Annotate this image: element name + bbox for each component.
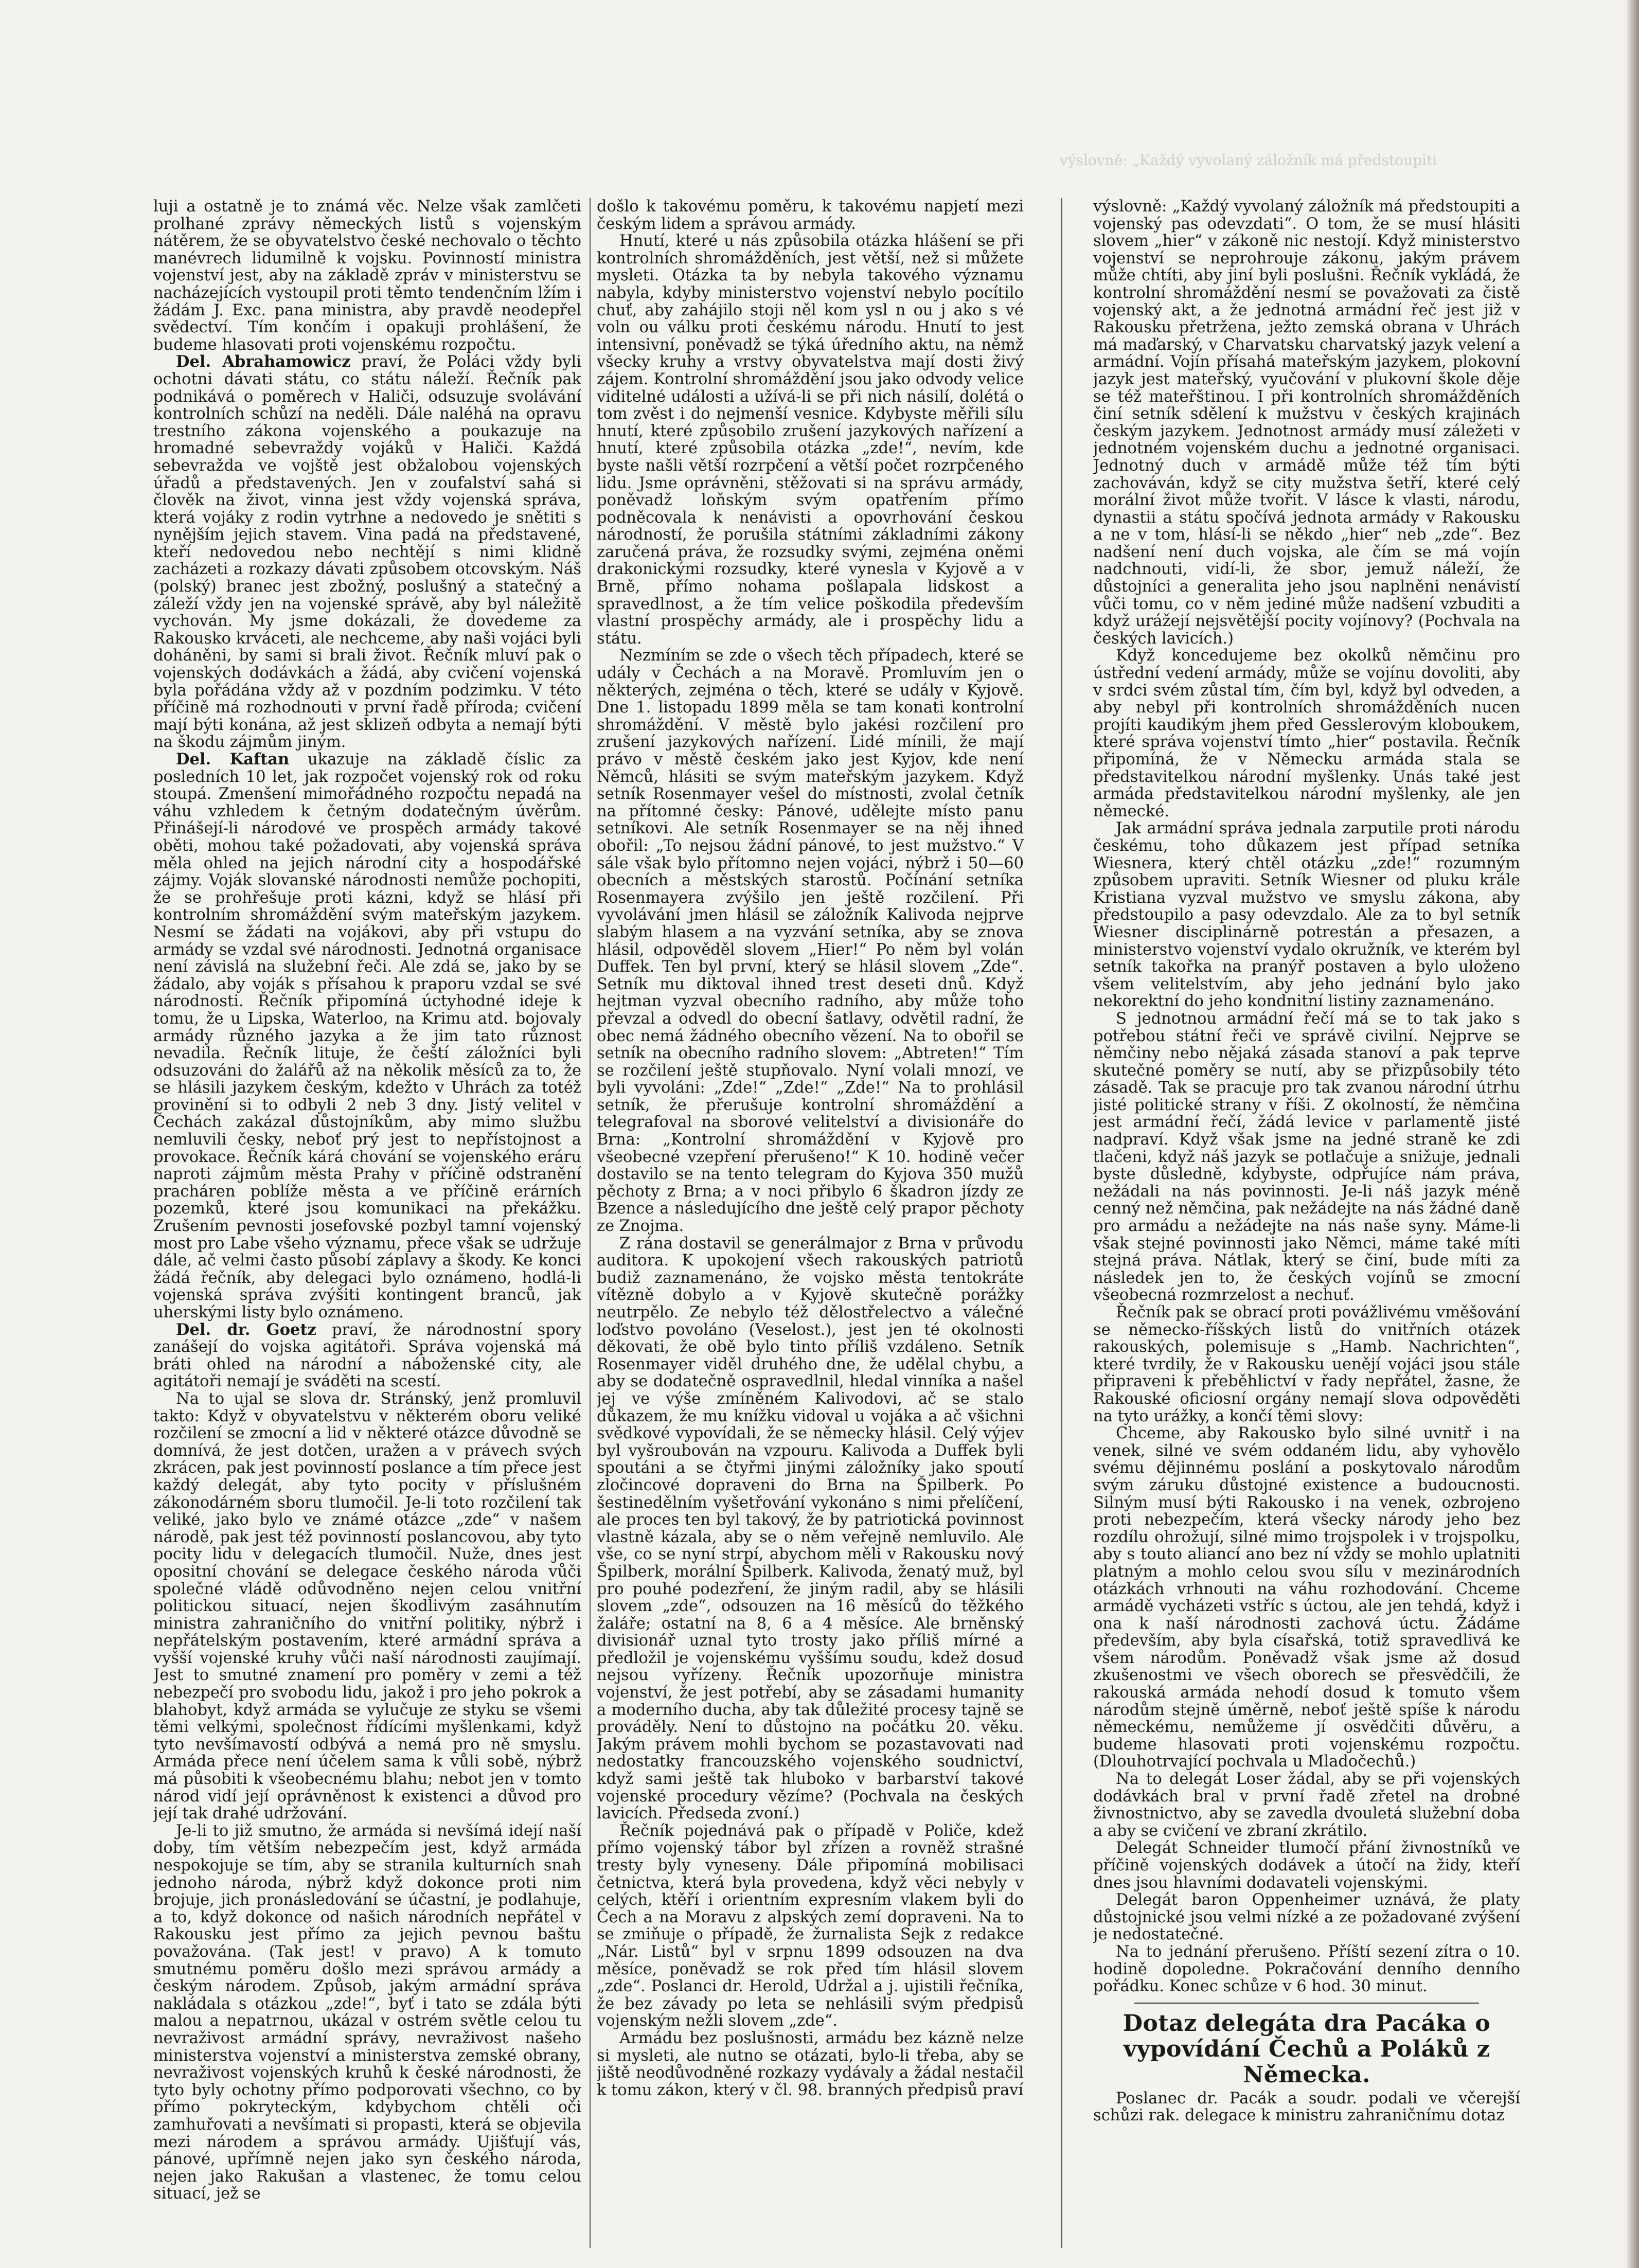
paragraph: Je-li to již smutno, že armáda si nevšímá idejí naší doby, tím větším nebezpečím jest, když armáda nespokojuje se tím, aby se stranila kulturních snah jednoho národa, nýbrž když dokonce proti nim brojuje, jich pronásledování se účastní, je podlahuje, a to, když dokonce od našich národních nepřátel v Rakousku jest přímo za jejich pevnou baštu považována. (Tak jest! v pravo) A k tomuto smutnému poměru došlo mezi správou armády a českým národem. Způsob, jakým armádní správa nakládala s otázkou „zde!“, byť i tato se zdála býti malou a nepatrnou, ukázal v ostrém světle celou tu nevraživost armádní správy, nevraživost našeho ministerstva vojenství a ministerstva zemské obrany, nevraživost vojenských kruhů k české národnosti, že tyto byly ochotny přímo podporovati všechno, co by přímo pokryteckým, kdybychom chtěli oči zamhuřovati a nevšímati si propasti, která se objevila mezi národem a správou armády. Ujišťují vás, pánové, upřímně nejen jako syn českého národa, nejen jako Rakušan a vlastenec, že tomu celou situací, jež se [153,1821,581,2203]
paragraph: Delegát Schneider tlumočí přání živnostníků ve příčině vojenských dodávek a útočí na židy, kteří dnes jsou hlavními dodavateli vojenskými. [1093,1839,1520,1892]
paragraph: Hnutí, které u nás způsobila otázka hlášení se při kontrolních shromážděních, jest větší, než si můžete mysleti. Otázka ta by nebyla takového významu nabyla, kdyby ministerstvo vojenství nebylo pocítilo chuť, aby zahájilo stoji něl kom ysl n ou j ako s vé voln ou válku proti českému národu. Hnutí to jest intensivní, poněvadž se týká úředního aktu, na němž všecky kruhy a vrstvy obyvatelstva mají dosti živý zájem. Kontrolní shromáždění jsou jako odvody velice viditelné události a užívá-li se při nich násilí, dolétá o tom zvěst i do nejmenší vesnice. Kdybyste měřili sílu hnutí, které způsobilo zrušení jazykových nařízení a hnutí, které způsobila otázka „zde!“, nevím, kde byste našli větší rozrpčení a větší počet rozrpčeného lidu. Jsme oprávněni, stěžovati si na správu armády, poněvadž loňským svým opatřením přímo podněcovala k nenávisti a opovrhování českou národností, že porušila státními základními zákony zaručená práva, že rozsudky svými, zejména oněmi drakonickými rozsudky, které vynesla v Kyjově a v Brně, přímo nohama pošlapala lidskost a spravedlnost, a že tím velice poškodila především vlastní prospěchy armády, ale i prospěchy lidu a státu. [597,232,1024,648]
paragraph: Když koncedujeme bez okolků němčinu pro ústřední vedení armády, může se vojínu dovoliti, aby v srdci svém zůstal tím, čím byl, když byl odveden, a aby nebyl při kontrolních shromážděních nucen projíti kaudikým jhem před Gesslerovým kloboukem, které správa vojenství tímto „hier“ postavila. Řečník připomíná, že v Německu armáda stala se představitelkou národní myšlenky. Unás také jest armáda představitelkou národní myšlenky, ale jen německé. [1093,647,1520,820]
paragraph: Na to delegát Loser žádal, aby se při vojenských dodávkách bral v první řadě zřetel na drobné živnostnictvo, aby se zavedla dvouletá služební doba a aby se cvičení ve zbraní zkrátilo. [1093,1770,1520,1840]
paragraph: Jak armádní správa jednala zarputile proti národu českému, toho důkazem jest případ setníka Wiesnera, který chtěl otázku „zde!“ rozumným způsobem upraviti. Setník Wiesner od pluku krále Kristiana vyzval mužstvo ve smyslu zákona, aby předstoupilo a pasy odevzdalo. Ale za to byl setník Wiesner disciplinárně potrestán a přesazen, a ministerstvo vojenství vydalo okružník, ve kterém byl setník takořka na pranýř postaven a bylo uloženo všem velitelstvím, aby jeho jednání bylo jako nekorektní do jeho kondnitní listiny zaznamenáno. [1093,819,1520,1011]
paragraph: Chceme, aby Rakousko bylo silné uvnitř i na venek, silné ve svém oddaném lidu, aby vyhovělo svému dějinnému poslání a poskytovalo národům svým záruku důstojné existence a budoucnosti. Silným musí býti Rakousko i na venek, ozbrojeno proti nebezpečím, která všecky národy jeho bez rozdílu ohrožují, silné mimo trojspolek i v trojspolku, aby s touto aliancí ano bez ní vždy se mohlo uplatniti platným a mohlo celou svou sílu v mezinárodních otázkách vrhnouti na váhu rozhodování. Chceme armádě vycházeti vstříc s úctou, ale jen tehdá, když i ona k naší národnosti zachová úctu. Žádáme především, aby byla císařská, totiž spravedlivá ke všem národům. Poněvadž však jsme až dosud zkušenostmi ve všech oborech se přesvědčili, že rakouská armáda nehodí dosud k tomuto všem národům stejně úměrně, neboť ještě spíše k národu německému, nemůžeme jí osvědčiti důvěru, a budeme hlasovati proti vojenskému rozpočtu. (Dlouhotrvající pochvala u Mladočechů.) [1093,1424,1520,1771]
notice-headline: Dotaz delegáta dra Pacáka o vypovídání Čechů a Poláků z Německa. [1123,2010,1491,2088]
paragraph: S jednotnou armádní řečí má se to tak jako s potřebou státní řeči ve správě civilní. Nejprve se němčiny nebo nějaká zásada stanoví a pak teprve skutečné poměry se nutí, aby se přizpůsobily této zásadě. Tak se pracuje pro tak zvanou národní útrhu jisté politické strany v říši. Z okolností, že němčina jest armádní řečí, žádá levice v parlamentě jisté nadpraví. Když však jsme na jedné straně ke zdi tlačeni, když náš jazyk se potlačuje a snižuje, jednali byste důsledně, kdybyste, odpřujíce nám práva, nežádali na nás povinnosti. Je-li náš jazyk méně cenný než němčina, pak nežádejte na nás žádné daně pro armádu a nežádejte na nás naše syny. Máme-li však stejné povinnosti jako Němci, máme také míti stejná práva. Nátlak, který se činí, bude míti za následek jen to, že českých vojínů se zmocní všeobecná rozmrzelost a nechuť. [1093,1009,1520,1305]
paragraph: Del. dr. Goetz praví, že národnostní spory zanášejí do vojska agitátoři. Správa vojenská má bráti ohled na národní a náboženské city, ale agitátoři nemají je sváděti na scestí. [153,1320,581,1391]
paragraph: Delegát baron Oppenheimer uznává, že platy důstojnické jsou velmi nízké a ze požadované zvýšení je nedostatečné. [1093,1891,1520,1944]
column-rule [590,198,591,2248]
paragraph: Na to jednání přerušeno. Příští sezení zítra o 10. hodině dopoledne. Pokračování denního denního pořádku. Konec schůze v 6 hod. 30 minut. [1093,1942,1520,1996]
binding-edge [1626,0,1639,2268]
paragraph: Řečník pak se obrací proti povážlivému vměšování se německo-říšských listů do vnitřních otázek rakouských, polemisuje s „Hamb. Nachrichten“, které tvrdily, že v Rakousku uenějí vojáci jsou stále připraveni k přeběhlictví v řady nepřátel, žasne, že Rakouské oficiosní orgány nemají slova odpověděti na tyto urážky, a končí těmi slovy: [1093,1303,1520,1425]
show-through-text [0,0,1626,170]
text-column-3 [1093,198,1520,2245]
text-column-1 [153,198,581,2245]
paragraph: výslovně: „Každý vyvolaný záložník má předstoupiti a vojenský pas odevzdati“. O tom, že se musí hlásiti slovem „hier“ v zákoně nic nestojí. Když ministerstvo vojenství se neprohrouje zákonu, jakým právem může chtíti, aby jiní byli poslušni. Řečník vykládá, že kontrolní shromáždění nesmí se považovati za čistě vojenský akt, a že jednotná armádní řeč jest již v Rakousku přetržena, ježto zemská obrana v Uhrách má maďarský, v Charvatsku charvatský jazyk velení a armádní. Vojín přísahá mateřským jazykem, plokovní jazyk jest mateřský, vyučování v plukovní škole děje se též mateřštinou. I při kontrolních shromážděních činí setník sdělení k mužstvu v českých krajinách českým jazykem. Jednotnost armády musí záležeti v jednotném vojenském duchu a jednotné organisaci. Jednotný duch v armádě může též tím býti zachováván, když se city mužstva šetří, které celý morální život může tvořit. V lásce k vlasti, národu, dynastii a státu spočívá jednota armády v Rakousku a ne v tom, hlásí-li se někdo „hier“ neb „zde“. Bez nadšení není duch vojska, ale čím se má vojín nadchnouti, vidí-li, že sbor, jemuž náleží, že důstojníci a generalita jeho jsou naplněni nenávistí vůči tomu, co v něm jediné může nadšení vzbuditi a když urážejí nejsvětější pocity vojínovy? (Pochvala na českých lavicích.) [1093,198,1520,648]
speaker-name: Del. dr. Goetz [176,1320,316,1339]
paragraph: došlo k takovému poměru, k takovému napjetí mezi českým lidem a správou armády. [597,198,1024,233]
section-divider [1134,2003,1479,2004]
paragraph: Armádu bez poslušnosti, armádu bez kázně nelze si mysleti, ale nutno se otázati, bylo-li třeba, aby se jiště neodůvodněné rozkazy vydávaly a žádal nestačil k tomu zákon, který v čl. 98. branných předpisů praví [597,2029,1024,2099]
speaker-name: Del. Abrahamowicz [176,352,351,371]
paragraph: Z rána dostavil se generálmajor z Brna v průvodu auditora. K upokojení všech rakouských patriotů budiž zaznamenáno, že vojsko města tentokráte vítězně dobylo a v Kyjově skutečně porážky neutrpělo. Ze nebylo též dělostřelectvo a válečné loďstvo povoláno (Veselost.), jest jen té okolnosti děkovati, že obě bylo tinto příliš vzdáleno. Setník Rosenmayer viděl druhého dne, že udělal chybu, a aby se dodatečně ospravedlnil, hledal vinníka a našel jej ve výše zmíněném Kalivodovi, ač se stalo důkazem, že mu knížku vidoval u vojáka a ač všichni svědkové vypovídali, že se německy hlásil. Celý výjev byl vyšroubován na vzpouru. Kalivoda a Duffek byli spoutáni a se čtyřmi jinými záložníky jako spoutí zločincové dopraveni do Brna na Špilberk. Po šestinedělním vyšetřování vykonáno s nimi přelíčení, ale proces ten byl takový, že by patriotická povinnost vlastně kázala, aby se o něm veřejně nemluvilo. Ale vše, co se nyní strpí, abychom měli v Rakousku nový Špilberk, morální Špilberk. Kalivoda, ženatý muž, byl pro pouhé podezření, že jiným radil, aby se hlásili slovem „zde“, odsouzen na 16 měsíců do těžkého žaláře; ostatní na 8, 6 a 4 měsíce. Ale brněnský divisionář uznal tyto trosty jako příliš mírné a předložil je vojenskému vyššímu soudu, kdež dosud nejsou vyřízeny. Řečník upozorňuje ministra vojenství, že jest potřebí, aby se zásadami humanity a moderního ducha, aby tak důležité procesy tajně se prováděly. Není to důstojno na počátku 20. věku. Jakým právem mohli bychom se pozastavovati nad nedostatky francouzského vojenského soudnictví, když sami ještě tak hluboko v barbarství takové vojenské procedury vězíme? (Pochvala na českých lavicích. Předseda zvoní.) [597,1234,1024,1823]
paragraph: luji a ostatně je to známá věc. Nelze však zamlčeti prolhané zprávy německých listů s vojenským nátěrem, že se obyvatelstvo české nechovalo o těchto manévrech lidumilně k vojsku. Povinností ministra vojenství jest, aby na základě zpráv v ministerstvu se nacházejících vystoupil proti těmto tendenčním lžím i žádám J. Exc. pana ministra, aby pravdě neodepřel svědectví. Tím končím i opakuji prohlášení, že budeme hlasovati proti vojenskému rozpočtu. [153,198,581,354]
text-column-2 [597,198,1024,2245]
paragraph: Na to ujal se slova dr. Stránský, jenž promluvil takto: Když v obyvatelstvu v některém oboru veliké rozčilení se zmocní a lid v některé otázce důvodně se domnívá, že jest dotčen, uražen a v právech svých zkrácen, pak jest povinností poslance a tím přece jest každý delegát, aby tyto pocity v příslušném zákonodárném sboru tlumočil. Je-li toto rozčilení tak veliké, jako bylo ve známé otázce „zde“ v našem národě, pak jest též povinností poslancovou, aby tyto pocity lidu v delegacích tlumočil. Nuže, dnes jest opositní chování se delegace českého národa vůči společné vládě odůvodněno nejen celou vnitřní politickou situací, nejen škodlivým zasáhnutím ministra zahraničního do vnitřní politiky, nýbrž i nepřátelským postavením, které armádní správa a vyšší vojenské kruhy vůči naší národnosti zaujímají. Jest to smutné znamení pro poměry v zemi a též nebezpečí pro svobodu lidu, jakož i pro jeho pokrok a blahobyt, když armáda se vylučuje ze styku se všemi těmi velkými, společnost řídícími myšlenkami, když tyto nevšímavostí odbývá a nemá pro ně smyslu. Armáda přece není účelem sama k vůli sobě, nýbrž má působiti k všeobecnému blahu; nebot jen v tomto národ vidí její oprávněnost k existenci a důvod pro její tak drahé udržování. [153,1389,581,1823]
paragraph: Del. Abrahamowicz praví, že Poláci vždy byli ochotni dávati státu, co státu náleží. Řečník pak podnikává o poměrech v Haliči, odsuzuje svolávání kontrolních schůzí na neděli. Dále naléhá na opravu trestního zákona vojenského a poukazuje na hromadné sebevraždy vojáků v Haliči. Každá sebevražda ve vojště jest obžalobou vojenských úřadů a představených. Jen v zoufalství sahá si člověk na život, vinna jest vždy vojenská správa, která vojáky z rodin vytrhne a nedovedo je snětiti s nynějším jejich stavem. Vina padá na představené, kteří nedovedou nebo nechtějí s nimi klidně zacházeti a rozkazy dávati způsobem otcovským. Náš (polský) branec jest zbožný, poslušný a statečný a záleží vždy jen na vojenské správě, aby byl náležitě vychován. My jsme dokázali, že dovedeme za Rakousko krváceti, ale nechceme, aby naši vojáci byli doháněni, by sami si brali život. Řečník mluví pak o vojenských dodávkách a žádá, aby cvičení vojenská byla pořádána vždy až v pozdním podzimku. V této příčině má rozhodnouti v první řadě příroda; cvičení mají býti konána, až jest sklizeň odbyta a nemají býti na škodu zájmům jiným. [153,352,581,752]
paragraph: Nezmíním se zde o všech těch případech, které se udály v Čechách a na Moravě. Promluvím jen o některých, zejména o těch, které se udály v Kyjově. Dne 1. listopadu 1899 měla se tam konati kontrolní shromáždění. V městě bylo jakési rozčilení pro zrušení jazykových nařízení. Lidé mínili, že mají právo v městě českém jako jest Kyjov, kde není Němců, hlásiti se svým mateřským jazykem. Když setník Rosenmayer vešel do místnosti, zvolal četník na přítomné česky: Pánové, udělejte místo panu setníkovi. Ale setník Rosenmayer se na něj ihned obořil: „To nejsou žádní pánové, to jest mužstvo.“ V sále však bylo přítomno nejen vojáci, nýbrž i 50—60 obecních a městských starostů. Počínání setníka Rosenmayera zvýšilo jen ještě rozčilení. Při vyvolávání jmen hlásil se záložník Kalivoda nejprve slabým hlasem a na vyzvání setníka, aby se znova hlásil, odpověděl slovem „Hier!“ Po něm byl volán Duffek. Ten byl první, který se hlásil slovem „Zde“. Setník mu diktoval ihned trest deseti dnů. Když hejtman vyzval obecního radního, aby může toho převzal a odvedl do obecní šatlavy, odvětil radní, že obec nemá žádného obecního vězení. Na to obořil se setník na obecního radního slovem: „Abtreten!“ Tím se rozčilení ještě stupňovalo. Nyní volali mnozí, ve byli vyvoláni: „Zde!“ „Zde!“ „Zde!“ Na to prohlásil setník, že přerušuje kontrolní shromáždění a telegrafoval na sborové velitelství a divisionáře do Brna: „Kontrolní shromáždění v Kyjově pro všeobecné vzepření přerušeno!“ K 10. hodině večer dostavilo se na tento telegram do Kyjova 350 mužů pěchoty z Brna; a v noci přibylo 6 škadron jízdy ze Bzence a následujícího dne ještě celý prapor pěchoty ze Znojma. [597,647,1024,1236]
paragraph: Del. Kaftan ukazuje na základě číslic za posledních 10 let, jak rozpočet vojenský rok od roku stoupá. Zmenšení mimořádného rozpočtu nepadá na váhu vzhledem k četným dodatečným úvěrům. Přinášejí-li národové ve prospěch armády takové oběti, mohou také požadovati, aby vojenská správa měla ohled na jejich národní city a hospodářské zájmy. Voják slovanské národnosti nemůže pochopiti, že se prohřešuje proti kázni, když se hlásí při kontrolním shromáždění svým mateřským jazykem. Nesmí se žádati na vojákovi, aby při vstupu do armády se vzdal své národnosti. Jednotná organisace není závislá na služební řeči. Ale zdá se, jako by se žádalo, aby voják s přísahou k praporu vzdal se své národnosti. Řečník připomíná úctyhodné ideje k tomu, že u Lipska, Waterloo, na Krimu atd. bojovaly armády různého jazyka a že jim tato různost nevadila. Řečník lituje, že čeští záložníci byli odsuzováni do žalářů až na několik měsíců za to, že se hlásili jazykem českým, kdežto v Uhrách za totéž provinění si to odbyli 2 neb 3 dny. Jistý velitel v Čechách zakázal důstojníkům, aby mimo službu nemluvili česky, neboť prý jest to nepřístojnost a provokace. Řečník kárá chování se vojenského eráru naproti zájmům města Prahy v příčině odstranění pracháren poblíže města a ve příčině erárních pozemků, které jsou komunikaci na překážku. Zrušením pevnosti josefovské pozbyl tamní vojenský most pro Labe všeho významu, přece však se udržuje dále, ač velmi často působí záplavy a škody. Ke konci žádá řečník, aby delegaci bylo oznámeno, hodlá-li vojenská správa zvýšiti kontingent branců, jak uherskými listy bylo oznámeno. [153,750,581,1321]
speaker-name: Del. Kaftan [176,750,290,769]
paragraph: Řečník pojednává pak o případě v Poliče, kdež přímo vojenský tábor byl zřízen a rovněž strašné tresty byly vyneseny. Dále připomíná mobilisaci četnictva, která byla provedena, když věci nebyly v celých, ktěří i orientním expresním vlakem byli do Čech a na Moravu z alpských zemí dopraveni. Na to se zmiňuje o případě, že žurnalista Sejk z redakce „Nár. Listů“ byl v srpnu 1899 odsouzen na dva měsíce, poněvadž se rok před tím hlásil slovem „zde“. Poslanci dr. Herold, Udržal a j. ujistili řečníka, že bez závady po leta se nehlásili svým předpisů vojenským nežli slovem „zde“. [597,1821,1024,2030]
column-rule [1061,198,1062,2248]
show-through-line: výslovně: „Každý vyvolaný záložník má předstoupiti [1060,152,1437,169]
notice-paragraph: Poslanec dr. Pacák a soudr. podali ve včerejší schůzi rak. delegace k ministru zahraničnímu dotaz [1093,2089,1520,2125]
